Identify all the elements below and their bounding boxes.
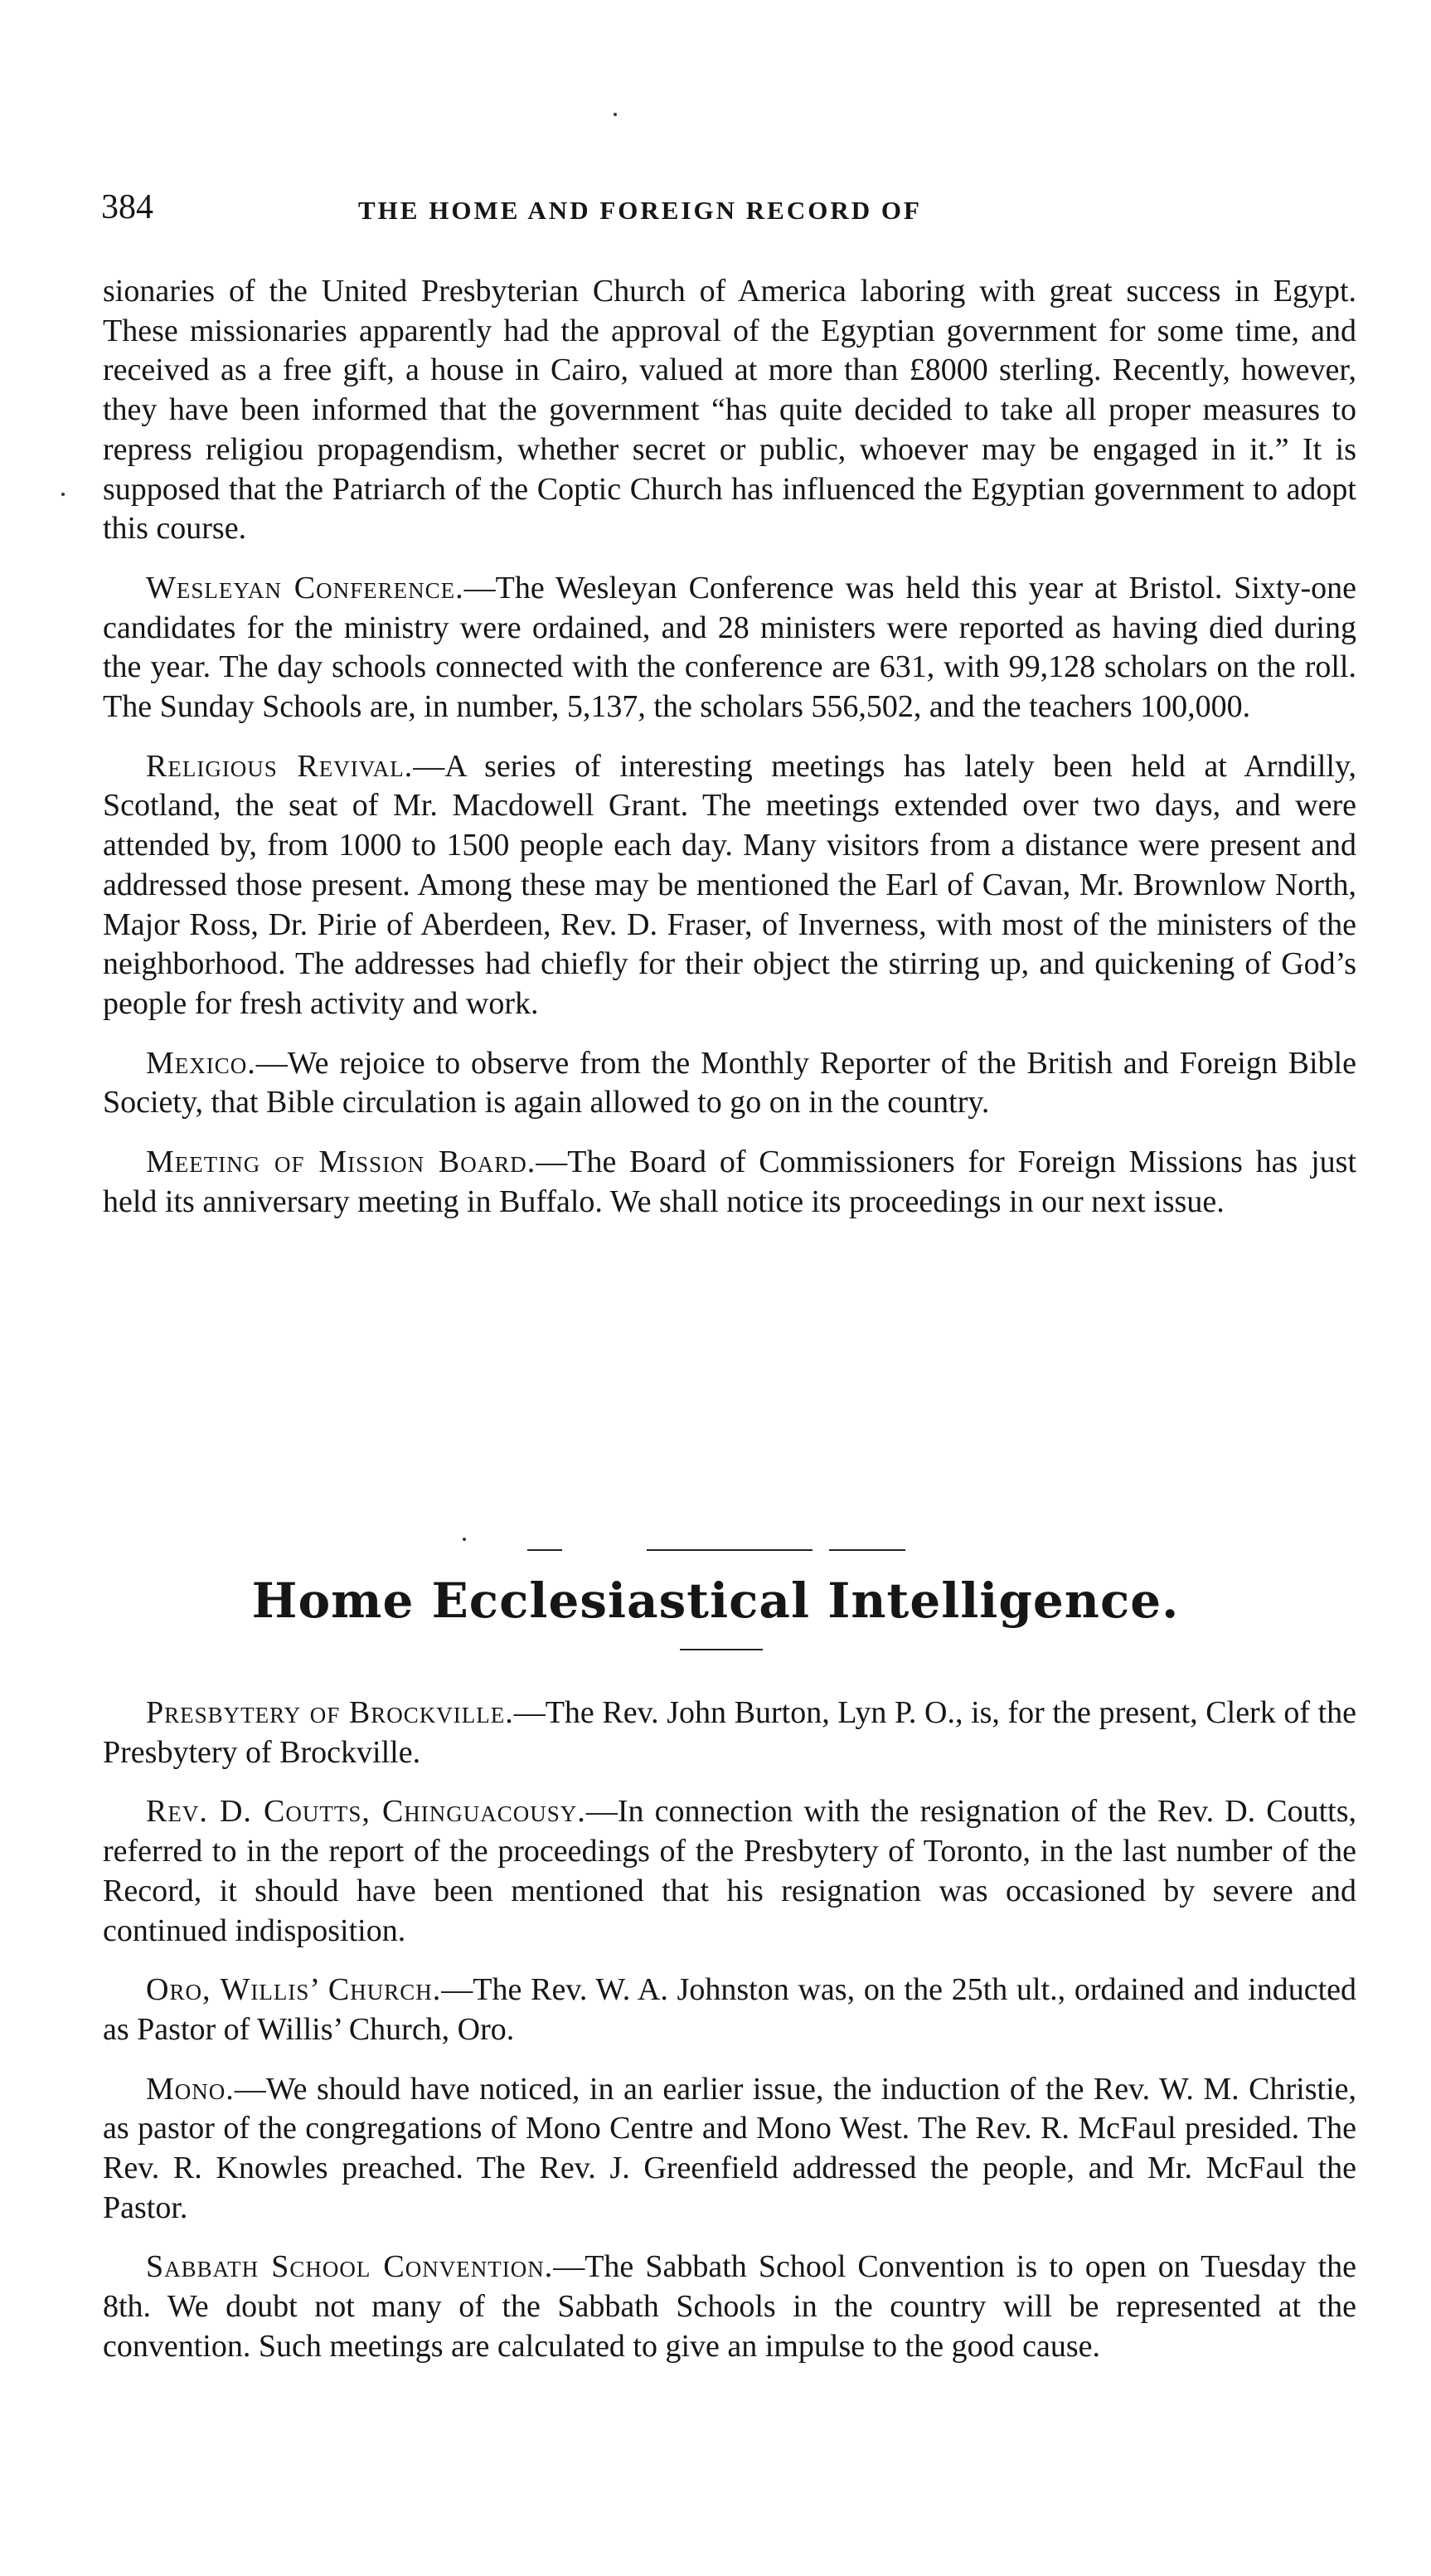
paragraph-religious-revival xyxy=(103,747,1356,1024)
bottom-text-block xyxy=(103,1694,1356,2367)
paragraph-mission-board xyxy=(103,1143,1356,1222)
paragraph-lead: Wesleyan Conference. xyxy=(146,570,464,605)
paragraph-lead: Mexico. xyxy=(146,1045,256,1081)
paragraph-coutts xyxy=(103,1792,1356,1951)
paragraph-mono xyxy=(103,2070,1356,2228)
page-header xyxy=(101,184,1361,234)
paragraph-lead: Sabbath School Convention. xyxy=(146,2249,554,2285)
speck-mark-left xyxy=(61,493,65,496)
paragraph-egypt-continued xyxy=(103,272,1356,549)
paragraph-lead: Religious Revival. xyxy=(146,748,414,784)
section-heading: Home Ecclesiastical Intelligence. xyxy=(251,1572,1180,1629)
paragraph-sabbath-convention xyxy=(103,2248,1356,2366)
page-number: 384 xyxy=(101,188,153,226)
paragraph-text: —The Board of Commissioners for Foreign Missions has just held its anniversary meeting in Buffalo. We shall notice its proceedings in our next issue. xyxy=(103,1145,1357,1219)
paragraph-lead: Meeting of Mission Board. xyxy=(146,1145,536,1180)
paragraph-lead: Mono. xyxy=(146,2071,235,2107)
divider-rule-segment xyxy=(527,1549,562,1551)
paragraph-text: —The Wesleyan Conference was held this year at Bristol. Sixty-one candidates for the ministry were ordained, and 28 ministers were reported as having died during the year. The day schools connected with the conference are 631, with 99,128 scholars on the roll. The Sunday Schools are, in number, 5,137, the scholars 556,502, and the teachers 100,000. xyxy=(103,570,1356,725)
speck-mark xyxy=(614,113,617,116)
divider-rule xyxy=(647,1549,813,1551)
paragraph-mexico xyxy=(103,1044,1356,1123)
paragraph-text: —The Rev. John Burton, Lyn P. O., is, for the present, Clerk of the Presbytery of Brockville. xyxy=(103,1695,1356,1770)
divider-rule-segment xyxy=(829,1549,905,1551)
paragraph-lead: Rev. D. Coutts, Chinguacousy. xyxy=(146,1794,586,1830)
paragraph-text: —The Rev. W. A. Johnston was, on the 25th ult., ordained and inducted as Pastor of Willis’ Church, Oro. xyxy=(103,1972,1356,2047)
speck-mark xyxy=(463,1538,466,1541)
paragraph-text: —A series of interesting meetings has lately been held at Arndilly, Scotland, the seat of Mr. Macdowell Grant. The meetings extended over two days, and were attended by, from 1000 to 1500 people each day. Many visitors from a distance were present and addressed those present. Among these may be mentioned the Earl of Cavan, Mr. Brownlow North, Major Ross, Dr. Pirie of Aberdeen, Rev. D. Fraser, of Inverness, with most of the ministers of the neighborhood. The addresses had chiefly for their object the stirring up, and quickening of God’s people for fresh activity and work. xyxy=(103,748,1356,1021)
heading-underline-rule xyxy=(680,1649,763,1650)
running-title: THE HOME AND FOREIGN RECORD OF xyxy=(358,196,922,225)
paragraph-presbytery-brockville xyxy=(103,1694,1356,1772)
paragraph-text: —In connection with the resignation of the Rev. D. Coutts, referred to in the report of the proceedings of the Presbytery of Toronto, in the last number of the Record, it should have been mentioned that his resignation was occasioned by severe and continued indisposition. xyxy=(103,1794,1356,1948)
paragraph-text: sionaries of the United Presbyterian Church of America laboring with great success in Egypt. These missionaries apparently had the approval of the Egyptian government for some time, and received as a free gift, a house in Cairo, valued at more than £8000 sterling. Recently, however, they have been informed that the government “has quite decided to take all proper measures to repress religiou propagendism, whether secret or public, whoever may be engaged in it.” It is supposed that the Patriarch of the Coptic Church has influenced the Egyptian government to adopt this course. xyxy=(103,274,1356,547)
paragraph-oro-willis xyxy=(103,1971,1356,2049)
paragraph-text: —We should have noticed, in an earlier issue, the induction of the Rev. W. M. Christie, as pastor of the congregations of Mono Centre and Mono West. The Rev. R. McFaul presided. The Rev. R. Knowles preached. The Rev. J. Greenfield addressed the people, and Mr. McFaul the Pastor. xyxy=(103,2071,1356,2225)
paragraph-text: —We rejoice to observe from the Monthly Reporter of the British and Foreign Bible Society, that Bible circulation is again allowed to go on in the country. xyxy=(103,1045,1356,1120)
paragraph-wesleyan-conference xyxy=(103,569,1356,727)
top-text-block xyxy=(103,272,1356,1222)
paragraph-text: —The Sabbath School Convention is to open on Tuesday the 8th. We doubt not many of the Sabbath Schools in the country will be represented at the convention. Such meetings are calculated to give an impulse to the good cause. xyxy=(103,2249,1356,2364)
paragraph-lead: Presbytery of Brockville. xyxy=(146,1695,514,1730)
paragraph-lead: Oro, Willis’ Church. xyxy=(146,1972,442,2008)
